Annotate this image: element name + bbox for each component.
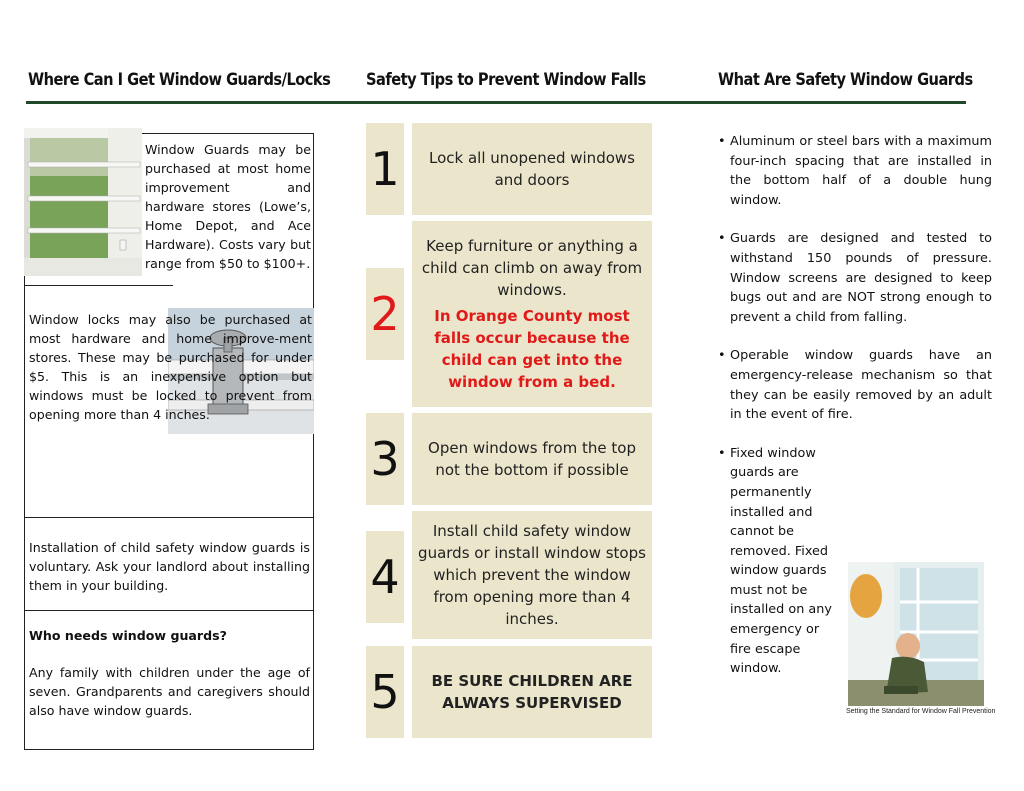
heading-what-are-guards: What Are Safety Window Guards: [718, 70, 973, 90]
tip-text-2: Keep furniture or anything a child can climb on away from windows.: [421, 237, 643, 299]
heading-where-to-get: Where Can I Get Window Guards/Locks: [28, 70, 331, 90]
tip-box-4: [412, 511, 652, 639]
divider-3: [25, 610, 313, 611]
tip-number-3: 3: [366, 413, 404, 505]
who-needs-heading: Who needs window guards?: [29, 628, 227, 643]
photo-caption: Setting the Standard for Window Fall Prevention: [846, 708, 996, 715]
tip-number-4: 4: [366, 531, 404, 623]
tip-number-5: 5: [366, 646, 404, 738]
tip-box-1: [412, 123, 652, 215]
bullet-item-2: • Guards are designed and tested to withstand 150 pounds of pressure. Window screens are designed to keep bugs out and are NOT strong enough to prevent a child from falling.: [716, 229, 992, 327]
window-guard-photo: [24, 128, 142, 276]
tip-number-2: 2: [366, 268, 404, 360]
tip-text-1: Lock all unopened windows and doors: [429, 149, 635, 189]
guards-purchase-text: Window Guards may be purchased at most home improvement and hardware stores (Lowe’s, Home Depot, and Ace Hardware). Costs vary but range from $50 to $100+.: [145, 142, 311, 271]
bullet-item-1: • Aluminum or steel bars with a maximum four-inch spacing that are installed in the bottom half of a double hung window.: [716, 132, 992, 210]
child-at-window-photo: [848, 562, 984, 706]
tip-box-5: [412, 646, 652, 738]
who-needs-text: Any family with children under the age of seven. Grandparents and caregivers should also have window guards.: [29, 665, 310, 718]
tip-text-3: Open windows from the top not the bottom if possible: [428, 439, 636, 479]
header-rule: [26, 101, 966, 104]
divider-2: [25, 517, 313, 518]
divider-1: [25, 285, 173, 286]
tip-text-4: Install child safety window guards or install window stops which prevent the window from opening more than 4 inches.: [418, 522, 646, 628]
tip-number-1: 1: [366, 123, 404, 215]
left-column-panel: [24, 133, 314, 750]
locks-purchase-text: Window locks may also be purchased at most hardware and home improve-ment stores. These may be purchased for under $5. This is an inexpensive option but windows must be locked to prevent from opening more than 4 inches.: [29, 312, 312, 422]
tip-box-3: [412, 413, 652, 505]
bullet-item-3: • Operable window guards have an emergency-release mechanism so that they can be easily removed by an adult in the event of fire.: [716, 346, 992, 424]
bullet-item-4: • Fixed window guards are permanently installed and cannot be removed. Fixed window guards must not be installed on any emergency or fire escape window.: [716, 444, 834, 679]
tip-box-2: [412, 221, 652, 407]
installation-text: Installation of child safety window guards is voluntary. Ask your landlord about installing them in your building.: [29, 540, 310, 593]
tip-highlight-2: In Orange County most falls occur because the child can get into the window from a bed.: [434, 307, 630, 391]
heading-safety-tips: Safety Tips to Prevent Window Falls: [366, 70, 646, 90]
tip-text-5: BE SURE CHILDREN ARE ALWAYS SUPERVISED: [431, 672, 633, 712]
